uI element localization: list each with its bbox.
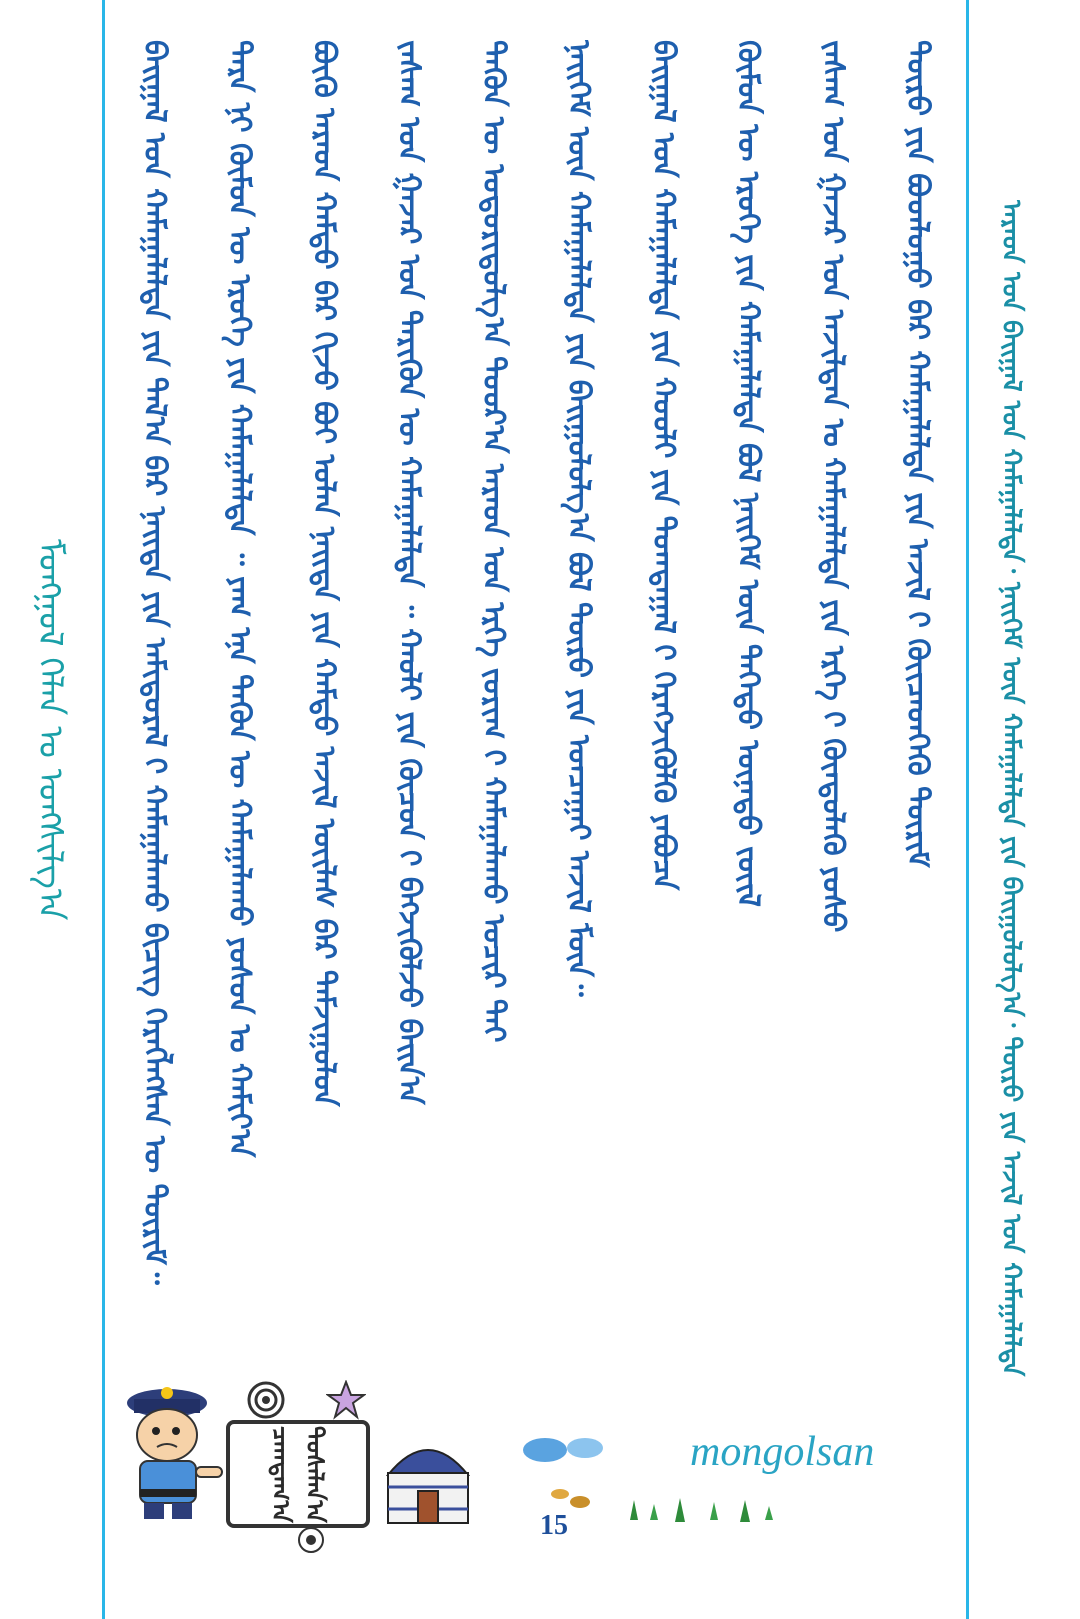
- text-column: ᠪᠦᠬᠦ ᠠᠷᠠᠳ ᠬᠠᠮᠲᠤ ᠪᠡᠷ ᠬᠢᠵᠦ ᠪᠤᠢ ᠣᠯᠠᠨ ᠨᠡᠢᠲᠡ ᠶᠢᠨ ᠬᠠᠮᠲᠤ ᠠᠵᠢᠯ ᠦᠢᠯᠡᠰ ᠪᠠᠷ ᠳᠠᠮᠵᠢᠭᠤᠯᠤᠨ: [306, 40, 342, 1107]
- text-column: ᠬᠦᠮᠦᠨ ᠦ ᠡᠷᠦᠬᠡ ᠶᠢᠨ ᠬᠠᠮᠠᠭᠠᠯᠠᠯᠲᠠ ᠪᠤᠯ ᠨᠡᠢᠭᠡᠮ ᠦᠨ ᠳᠡᠭᠡᠳᠦ ᠦᠨᠡᠲᠦ ᠵᠦᠢᠯ: [730, 40, 766, 908]
- yurt-icon: [378, 1425, 478, 1535]
- side-caption: ᠠᠷᠠᠳ ᠤᠨ ᠪᠠᠢ᠌ᠭᠠᠯ ᠤᠨ ᠬᠠᠮᠠᠭᠠᠯᠠᠯᠲᠠ᠂ ᠨᠡᠢᠭᠡᠮ ᠦᠨ ᠬᠠᠮᠠᠭᠠᠯᠠᠯᠲᠠ ᠶᠢᠨ ᠪᠠᠢ᠌ᠭᠤᠯᠤᠯᠭ᠎ᠠ᠂ ᠲᠦᠷᠦ ᠶᠢᠨ ᠠᠵᠢᠯ ᠤᠨ ᠬᠠᠮᠠᠭᠠᠯᠠᠯᠲᠠ: [996, 200, 1026, 1377]
- text-column: ᠲᠦᠷᠦ ᠶᠢᠨ ᠪᠣᠳᠯᠣᠭᠣ ᠪᠠᠷ ᠬᠠᠮᠠᠭᠠᠯᠠᠯᠲᠠ ᠶᠢᠨ ᠠᠵᠢᠯ ᠢ᠋ ᠭᠦᠢᠴᠡᠳᠬᠡᠬᠦ ᠳᠦᠷᠢᠮ: [900, 40, 936, 868]
- grass-icon: [620, 1470, 780, 1530]
- body-text: [112, 40, 960, 1420]
- text-column: ᠲᠡᠷᠡ ᠨᠢ ᠬᠦᠮᠦᠨ ᠦ ᠡᠷᠦᠬᠡ ᠶᠢᠨ ᠬᠠᠮᠠᠭᠠᠯᠠᠯᠲᠠ ᠃ ᠶᠠᠭ ᠡᠨᠡ ᠲᠡᠭᠦᠨ ᠦ ᠬᠠᠮᠠᠭᠠᠯᠠᠬᠤ ᠶᠤᠰᠤᠨ ᠤ ᠬᠠᠮᠢᠶ᠎ᠠ: [221, 40, 257, 1158]
- target-icon: [246, 1380, 286, 1420]
- sign-text: ᠴᠠᠭᠳᠠᠭ᠎ᠠ ᠲᠤᠰᠠᠯᠠᠨ᠎ᠠ: [267, 1425, 329, 1523]
- left-rule: [102, 0, 105, 1619]
- text-column: ᠨᠡᠢᠭᠡᠮ ᠦᠨ ᠬᠠᠮᠠᠭᠠᠯᠠᠯᠲᠠ ᠶᠢᠨ ᠪᠠᠢ᠌ᠭᠤᠯᠤᠯᠭ᠎ᠠ ᠪᠣᠯ ᠲᠦᠷᠦ ᠶᠢᠨ ᠣᠨᠴᠠᠭᠠᠢ ᠠᠵᠢᠯ ᠮᠥᠨ᠃: [560, 40, 596, 997]
- text-column: ᠵᠠᠰᠠᠭ ᠤᠨ ᠭᠠᠵᠠᠷ ᠤᠨ ᠲᠡᠷᠢᠭᠦᠨ ᠦ ᠬᠠᠮᠠᠭᠠᠯᠠᠯᠲᠠ ᠃ ᠬᠠᠤᠯᠢ ᠶᠢᠨ ᠬᠦᠴᠦᠨ ᠢ᠋ ᠪᠡᠬᠵᠢᠭᠦᠯᠵᠦ ᠪᠠᠢ᠌ᠨ᠎ᠠ: [391, 40, 427, 1105]
- sign-board: [226, 1420, 370, 1528]
- text-column: ᠪᠠᠢ᠌ᠭᠠᠯ ᠤᠨ ᠬᠠᠮᠠᠭᠠᠯᠠᠯᠲᠠ ᠶᠢᠨ ᠬᠤᠤᠯᠢ ᠶᠢᠨ ᠲᠣᠭᠲᠠᠭᠠᠯ ᠢ᠋ ᠬᠡᠷᠡᠭᠵᠢᠭᠦᠯᠬᠦ ᠶᠠᠪᠤᠴᠠ: [645, 40, 681, 891]
- star-icon: [326, 1380, 366, 1420]
- text-column: ᠪᠠᠢ᠌ᠭᠠᠯ ᠤᠨ ᠬᠠᠮᠠᠭᠠᠯᠠᠯᠲᠠ ᠶᠢᠨ ᠲᠠᠯ᠎ᠠ ᠪᠠᠷ ᠨᠡᠢᠲᠡ ᠶᠢᠨ ᠠᠮᠢᠳᠤᠷᠠᠯ ᠢ᠋ ᠬᠠᠮᠠᠭᠠᠯᠠᠬᠤ ᠪᠢᠴᠢᠭ ᠬᠡᠷᠡᠭᠯᠡᠭᠰᠡᠨ ᠦ ᠳᠦᠷᠢᠮ᠃: [137, 40, 172, 1285]
- brand-logo: mongolsan: [690, 1429, 875, 1475]
- running-header-title: ᠮᠣᠩᠭᠣᠯ ᠬᠡᠯᠡᠨ ᠤ ᠤᠩᠰᠢᠯᠭ᠎ᠠ: [30, 539, 70, 921]
- text-column: ᠲᠡᠭᠦᠨ ᠦ ᠤᠳᠤᠷᠢᠳᠤᠯᠭ᠎ᠠ ᠳᠣᠣᠷ᠎ᠠ ᠠᠷᠠᠳ ᠤᠨ ᠡᠷᠬᠡ ᠵᠣᠷᠢᠭ ᠢ᠋ ᠬᠠᠮᠠᠭᠠᠯᠠᠬᠤ ᠤᠴᠢᠷ ᠲᠠᠢ: [476, 40, 512, 1043]
- police-officer-icon: [112, 1375, 232, 1525]
- running-header: [0, 0, 100, 1619]
- target-icon: [296, 1525, 326, 1555]
- page-number: 15: [540, 1510, 568, 1541]
- text-column: ᠵᠠᠰᠠᠭ ᠤᠨ ᠭᠠᠵᠠᠷ ᠤᠨ ᠠᠵᠢᠯᠲᠠᠨ ᠤ ᠬᠠᠮᠠᠭᠠᠯᠠᠯᠲᠠ ᠶᠢᠨ ᠡᠷᠬᠡ ᠢ᠋ ᠬᠦᠨᠳᠦᠯᠡᠬᠦ ᠶᠣᠰᠣ: [815, 40, 851, 933]
- cloud-icon: [520, 1430, 610, 1470]
- right-rule: [966, 0, 969, 1619]
